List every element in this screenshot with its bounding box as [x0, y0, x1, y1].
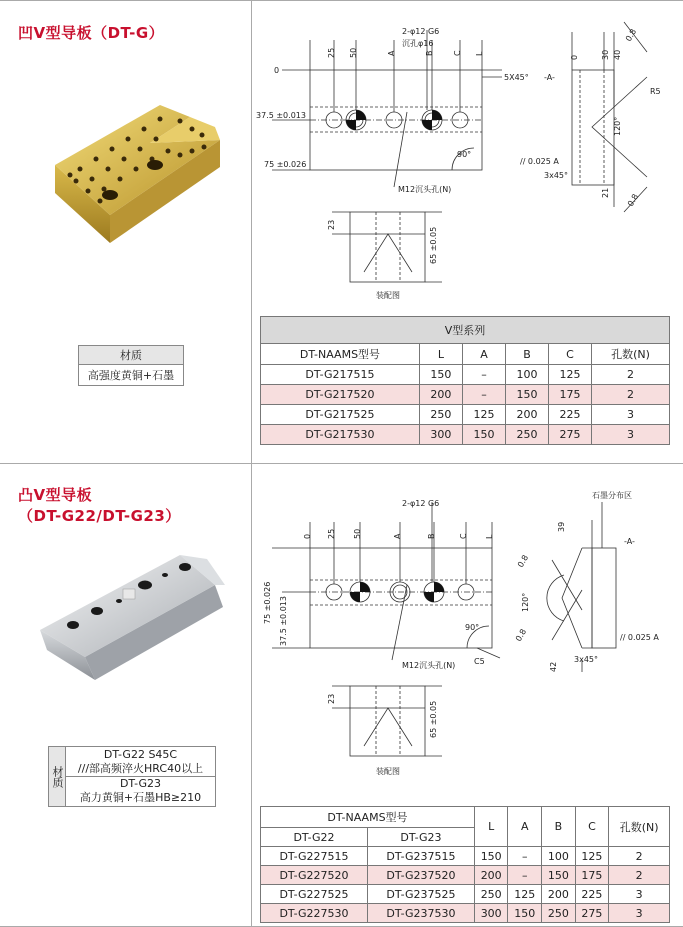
- bottom-material-line3: DT-G23: [119, 777, 162, 790]
- cell: 125: [549, 365, 592, 385]
- bottom-material-box: [48, 746, 216, 807]
- top-dim-375: 37.5 ±0.013: [256, 111, 306, 120]
- bottom-dim-50: 50: [353, 528, 362, 539]
- top-chamfer: 5X45°: [504, 73, 529, 82]
- bottom-th-l: L: [474, 807, 508, 847]
- cell: 200: [542, 885, 576, 904]
- top-table-caption: V型系列: [261, 317, 670, 344]
- top-side-40: 40: [613, 49, 622, 60]
- top-side-120: 120°: [613, 116, 622, 136]
- bottom-asm-label: 装配图: [376, 767, 400, 776]
- bottom-spec-table: [260, 806, 670, 923]
- top-side-datum: -A-: [544, 73, 555, 82]
- bottom-front-view: [252, 480, 682, 780]
- cell: 250: [505, 425, 548, 445]
- top-th-c: C: [549, 344, 592, 365]
- bottom-side-08a: 0.8: [515, 553, 531, 569]
- top-m12: M12沉头孔(N): [398, 185, 452, 194]
- top-th-l: L: [419, 344, 462, 365]
- top-th-model: DT-NAAMS型号: [261, 344, 420, 365]
- table-row: [261, 425, 670, 445]
- bottom-dim-b: B: [427, 533, 436, 539]
- cell: 3: [592, 425, 670, 445]
- bottom-c5: C5: [474, 657, 485, 666]
- table-row: [261, 405, 670, 425]
- bottom-material-line2: ///部高频淬火HRC40以上: [66, 762, 215, 777]
- cell: 200: [505, 405, 548, 425]
- cell: 250: [419, 405, 462, 425]
- top-title: 凹V型导板（DT-G）: [18, 24, 165, 42]
- top-material-box: [78, 345, 184, 386]
- top-dim-25: 25: [327, 47, 336, 58]
- top-spec-table: [260, 316, 670, 445]
- cell: 150: [419, 365, 462, 385]
- top-side-08b: 0.8: [625, 192, 641, 208]
- cell: 3: [609, 885, 670, 904]
- bottom-side-42: 42: [549, 661, 558, 672]
- top-material-header: 材质: [79, 346, 183, 365]
- top-th-a: A: [462, 344, 505, 365]
- cell: 300: [474, 904, 508, 923]
- cell: DT-G237520: [367, 866, 474, 885]
- divider-top: [0, 0, 683, 1]
- cell: DT-G237515: [367, 847, 474, 866]
- cell: DT-G217515: [261, 365, 420, 385]
- bottom-dim-75: 75 ±0.026: [263, 581, 272, 624]
- cell: 125: [508, 885, 542, 904]
- bottom-th-g22: DT-G22: [261, 828, 368, 847]
- cell: DT-G227525: [261, 885, 368, 904]
- bottom-th-n: 孔数(N): [609, 807, 670, 847]
- cell: 225: [549, 405, 592, 425]
- cell: 100: [505, 365, 548, 385]
- top-side-3x45: 3x45°: [544, 171, 569, 180]
- bottom-side-39: 39: [557, 521, 566, 532]
- cell: DT-G227530: [261, 904, 368, 923]
- bottom-dim-375: 37.5 ±0.013: [279, 596, 288, 646]
- bottom-material-line4: 高力黄铜+石墨HB≥210: [79, 791, 202, 804]
- cell: DT-G227520: [261, 866, 368, 885]
- cell: 150: [508, 904, 542, 923]
- cell: 125: [462, 405, 505, 425]
- bottom-dim-0: 0: [303, 533, 312, 539]
- top-th-n: 孔数(N): [592, 344, 670, 365]
- top-front-view: [252, 2, 682, 312]
- cell: DT-G217530: [261, 425, 420, 445]
- cell: 150: [462, 425, 505, 445]
- bottom-th-b: B: [542, 807, 576, 847]
- bottom-graphite: 石墨分布区: [592, 491, 632, 500]
- cell: 125: [575, 847, 609, 866]
- top-dim-l: L: [475, 51, 484, 56]
- cell: –: [508, 866, 542, 885]
- top-dim-b: B: [425, 50, 434, 56]
- cell: 250: [474, 885, 508, 904]
- bottom-title-line1: 凸V型导板: [18, 486, 93, 504]
- cell: 3: [609, 904, 670, 923]
- bottom-asm-23: 23: [327, 693, 336, 704]
- bottom-title-line2: （DT-G22/DT-G23）: [18, 507, 181, 525]
- bottom-dim-c: C: [459, 533, 468, 539]
- bottom-side-3x45: 3x45°: [574, 655, 599, 664]
- top-hole-note2: 沉孔φ16: [402, 39, 434, 48]
- bottom-material-header: 材质: [49, 747, 66, 806]
- bottom-hole-note: 2-φ12 G6: [402, 499, 440, 508]
- bottom-side-120: 120°: [521, 592, 530, 612]
- top-dim-75: 75 ±0.026: [264, 160, 307, 169]
- bottom-dim-a: A: [393, 533, 402, 539]
- cell: –: [462, 365, 505, 385]
- bottom-th-g23: DT-G23: [367, 828, 474, 847]
- cell: 300: [419, 425, 462, 445]
- top-th-b: B: [505, 344, 548, 365]
- top-dim-c: C: [453, 50, 462, 56]
- table-row: [261, 847, 670, 866]
- table-row: [261, 866, 670, 885]
- cell: –: [508, 847, 542, 866]
- top-asm-65: 65 ±0.05: [429, 226, 438, 264]
- cell: 150: [542, 866, 576, 885]
- cell: 2: [609, 847, 670, 866]
- cell: DT-G237525: [367, 885, 474, 904]
- bottom-m12: M12沉头孔(N): [402, 661, 456, 670]
- top-side-tol: // 0.025 A: [520, 157, 559, 166]
- divider-middle: [0, 463, 683, 464]
- cell: 175: [549, 385, 592, 405]
- table-row: [261, 904, 670, 923]
- bottom-asm-65: 65 ±0.05: [429, 700, 438, 738]
- cell: DT-G227515: [261, 847, 368, 866]
- bottom-side-datum: -A-: [624, 537, 635, 546]
- cell: DT-G217525: [261, 405, 420, 425]
- cell: 200: [474, 866, 508, 885]
- cell: 100: [542, 847, 576, 866]
- top-side-08a: 0.8: [623, 27, 639, 43]
- cell: 275: [549, 425, 592, 445]
- bottom-angle-90: 90°: [465, 623, 480, 632]
- bottom-th-c: C: [575, 807, 609, 847]
- cell: 250: [542, 904, 576, 923]
- cell: DT-G217520: [261, 385, 420, 405]
- top-hole-note1: 2-φ12 G6: [402, 27, 440, 36]
- top-dim-a: A: [387, 50, 396, 56]
- cell: 200: [419, 385, 462, 405]
- cell: 2: [592, 385, 670, 405]
- top-dim-50: 50: [349, 47, 358, 58]
- top-dim-0: 0: [274, 66, 280, 75]
- top-material-value: 高强度黄铜+石墨: [87, 369, 175, 382]
- top-side-r5: R5: [650, 87, 661, 96]
- bottom-material-line1: DT-G22 S45C: [103, 748, 178, 761]
- bottom-side-tol: // 0.025 A: [620, 633, 659, 642]
- bottom-th-a: A: [508, 807, 542, 847]
- cell: –: [462, 385, 505, 405]
- bottom-table-caption: DT-NAAMS型号: [261, 807, 475, 828]
- bottom-dim-25: 25: [327, 528, 336, 539]
- top-side-30: 30: [601, 49, 610, 60]
- table-row: [261, 365, 670, 385]
- brass-guide-image: [40, 95, 230, 245]
- cell: 275: [575, 904, 609, 923]
- top-side-21: 21: [601, 187, 610, 198]
- cell: 150: [474, 847, 508, 866]
- bottom-dim-l: L: [485, 534, 494, 539]
- cell: 2: [592, 365, 670, 385]
- steel-guide-image: [35, 545, 235, 695]
- cell: 175: [575, 866, 609, 885]
- top-asm-23: 23: [327, 219, 336, 230]
- bottom-side-08b: 0.8: [513, 627, 529, 643]
- cell: DT-G237530: [367, 904, 474, 923]
- cell: 150: [505, 385, 548, 405]
- cell: 225: [575, 885, 609, 904]
- top-asm-label: 装配图: [376, 291, 400, 300]
- table-row: [261, 885, 670, 904]
- top-side-0: 0: [570, 54, 579, 60]
- top-angle-90: 90°: [457, 150, 472, 159]
- table-row: [261, 385, 670, 405]
- cell: 3: [592, 405, 670, 425]
- cell: 2: [609, 866, 670, 885]
